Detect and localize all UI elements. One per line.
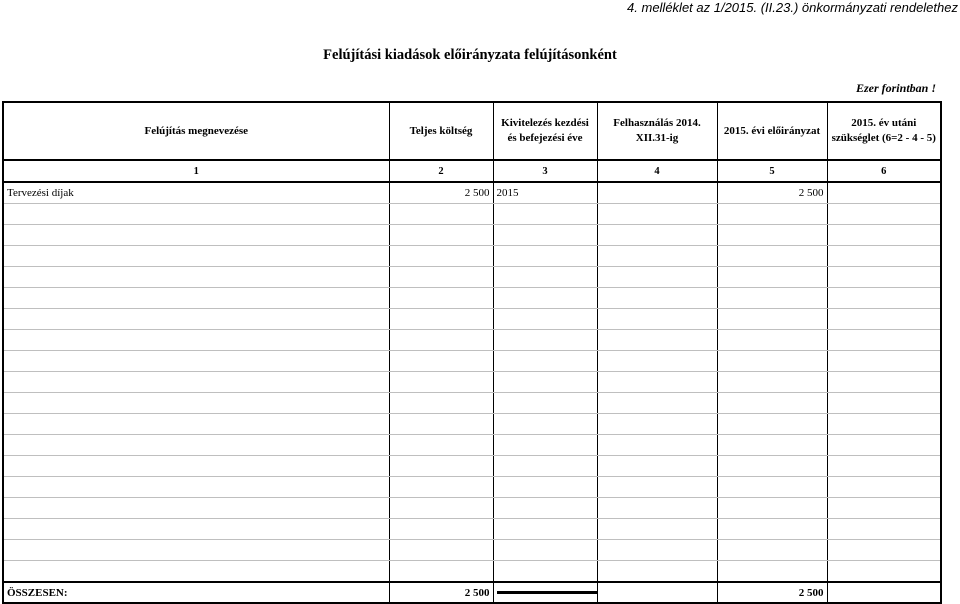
empty-cell (827, 519, 941, 540)
empty-cell (717, 435, 827, 456)
empty-cell (389, 561, 493, 583)
empty-row (3, 267, 941, 288)
empty-cell (597, 267, 717, 288)
empty-cell (717, 561, 827, 583)
empty-cell (717, 498, 827, 519)
empty-cell (493, 288, 597, 309)
empty-cell (3, 498, 389, 519)
empty-cell (717, 456, 827, 477)
empty-cell (717, 540, 827, 561)
empty-cell (3, 267, 389, 288)
empty-cell (717, 372, 827, 393)
empty-cell (3, 456, 389, 477)
empty-cell (389, 225, 493, 246)
cell-years: 2015 (493, 182, 597, 204)
empty-cell (827, 267, 941, 288)
cell-need (827, 182, 941, 204)
empty-cell (827, 225, 941, 246)
empty-cell (597, 519, 717, 540)
empty-cell (3, 309, 389, 330)
cell-appropriation: 2 500 (717, 182, 827, 204)
empty-cell (827, 309, 941, 330)
empty-cell (597, 372, 717, 393)
empty-cell (597, 351, 717, 372)
total-appropriation: 2 500 (717, 582, 827, 603)
empty-cell (493, 435, 597, 456)
col-number: 1 (3, 160, 389, 182)
empty-cell (597, 393, 717, 414)
empty-cell (389, 435, 493, 456)
empty-cell (827, 456, 941, 477)
empty-cell (389, 519, 493, 540)
empty-cell (3, 477, 389, 498)
empty-cell (597, 498, 717, 519)
empty-cell (827, 414, 941, 435)
col-header-appropriation: 2015. évi előirányzat (717, 102, 827, 160)
empty-cell (3, 246, 389, 267)
empty-cell (493, 393, 597, 414)
total-full-cost: 2 500 (389, 582, 493, 603)
empty-cell (597, 456, 717, 477)
col-number: 5 (717, 160, 827, 182)
empty-cell (717, 246, 827, 267)
empty-cell (3, 372, 389, 393)
col-number: 4 (597, 160, 717, 182)
empty-cell (389, 540, 493, 561)
empty-cell (493, 477, 597, 498)
empty-cell (493, 351, 597, 372)
empty-cell (389, 330, 493, 351)
empty-cell (717, 309, 827, 330)
total-row (3, 582, 941, 603)
empty-cell (389, 267, 493, 288)
col-number: 6 (827, 160, 941, 182)
empty-cell (717, 204, 827, 225)
empty-cell (717, 393, 827, 414)
empty-cell (493, 540, 597, 561)
empty-cell (493, 267, 597, 288)
empty-cell (827, 540, 941, 561)
empty-cell (827, 372, 941, 393)
empty-row (3, 288, 941, 309)
empty-cell (3, 561, 389, 583)
empty-cell (493, 204, 597, 225)
empty-cell (389, 351, 493, 372)
empty-cell (3, 393, 389, 414)
empty-cell (597, 477, 717, 498)
empty-cell (597, 204, 717, 225)
total-used (597, 582, 717, 603)
empty-row (3, 540, 941, 561)
empty-row (3, 225, 941, 246)
col-header-years: Kivitelezés kezdési és befejezési éve (493, 102, 597, 160)
empty-cell (493, 372, 597, 393)
strike-line (497, 591, 597, 594)
empty-row (3, 456, 941, 477)
empty-row (3, 204, 941, 225)
empty-cell (597, 225, 717, 246)
empty-cell (717, 267, 827, 288)
empty-cell (389, 246, 493, 267)
empty-cell (389, 309, 493, 330)
col-header-name: Felújítás megnevezése (3, 102, 389, 160)
empty-cell (597, 540, 717, 561)
empty-cell (389, 288, 493, 309)
empty-cell (3, 330, 389, 351)
empty-cell (827, 561, 941, 583)
cell-name: Tervezési díjak (3, 182, 389, 204)
empty-cell (493, 456, 597, 477)
empty-cell (389, 372, 493, 393)
annex-label: 4. melléklet az 1/2015. (II.23.) önkormányzati rendelethez (627, 0, 958, 15)
col-header-full-cost: Teljes költség (389, 102, 493, 160)
total-label: ÖSSZESEN: (3, 582, 389, 603)
empty-cell (827, 498, 941, 519)
page-title: Felújítási kiadások előirányzata felújításonként (323, 47, 617, 63)
header-row (3, 102, 941, 160)
cell-used (597, 182, 717, 204)
empty-cell (389, 414, 493, 435)
col-header-used: Felhasználás 2014. XII.31-ig (597, 102, 717, 160)
total-years-strike (493, 582, 597, 603)
empty-row (3, 498, 941, 519)
empty-row (3, 414, 941, 435)
empty-cell (3, 204, 389, 225)
unit-label: Ezer forintban ! (855, 81, 936, 95)
empty-cell (717, 351, 827, 372)
empty-row (3, 561, 941, 583)
empty-cell (493, 225, 597, 246)
empty-cell (827, 477, 941, 498)
empty-cell (597, 246, 717, 267)
empty-cell (597, 435, 717, 456)
empty-cell (597, 414, 717, 435)
empty-cell (827, 204, 941, 225)
empty-cell (493, 330, 597, 351)
empty-cell (493, 309, 597, 330)
empty-row (3, 519, 941, 540)
empty-cell (3, 288, 389, 309)
empty-cell (597, 330, 717, 351)
empty-cell (389, 204, 493, 225)
empty-cell (493, 414, 597, 435)
empty-cell (827, 393, 941, 414)
empty-cell (827, 435, 941, 456)
empty-cell (389, 498, 493, 519)
empty-cell (389, 393, 493, 414)
empty-cell (597, 561, 717, 583)
empty-cell (827, 330, 941, 351)
table-row (3, 182, 941, 204)
empty-cell (717, 414, 827, 435)
col-number: 2 (389, 160, 493, 182)
empty-cell (827, 246, 941, 267)
empty-cell (717, 225, 827, 246)
empty-cell (717, 330, 827, 351)
cell-full-cost: 2 500 (389, 182, 493, 204)
empty-row (3, 351, 941, 372)
empty-cell (827, 351, 941, 372)
empty-row (3, 435, 941, 456)
empty-cell (493, 246, 597, 267)
empty-cell (3, 540, 389, 561)
empty-cell (493, 498, 597, 519)
empty-row (3, 372, 941, 393)
empty-cell (827, 288, 941, 309)
empty-cell (597, 288, 717, 309)
total-need (827, 582, 941, 603)
empty-cell (389, 456, 493, 477)
empty-cell (493, 519, 597, 540)
column-number-row (3, 160, 941, 182)
empty-cell (3, 351, 389, 372)
empty-row (3, 330, 941, 351)
empty-cell (3, 225, 389, 246)
col-number: 3 (493, 160, 597, 182)
empty-cell (3, 414, 389, 435)
empty-row (3, 246, 941, 267)
empty-cell (717, 519, 827, 540)
empty-cell (3, 435, 389, 456)
empty-cell (389, 477, 493, 498)
empty-row (3, 477, 941, 498)
empty-cell (717, 288, 827, 309)
col-header-need: 2015. év utáni szükséglet (6=2 - 4 - 5) (827, 102, 941, 160)
empty-row (3, 393, 941, 414)
empty-cell (717, 477, 827, 498)
renovation-table (2, 101, 942, 604)
empty-cell (597, 309, 717, 330)
empty-cell (3, 519, 389, 540)
empty-cell (493, 561, 597, 583)
empty-row (3, 309, 941, 330)
